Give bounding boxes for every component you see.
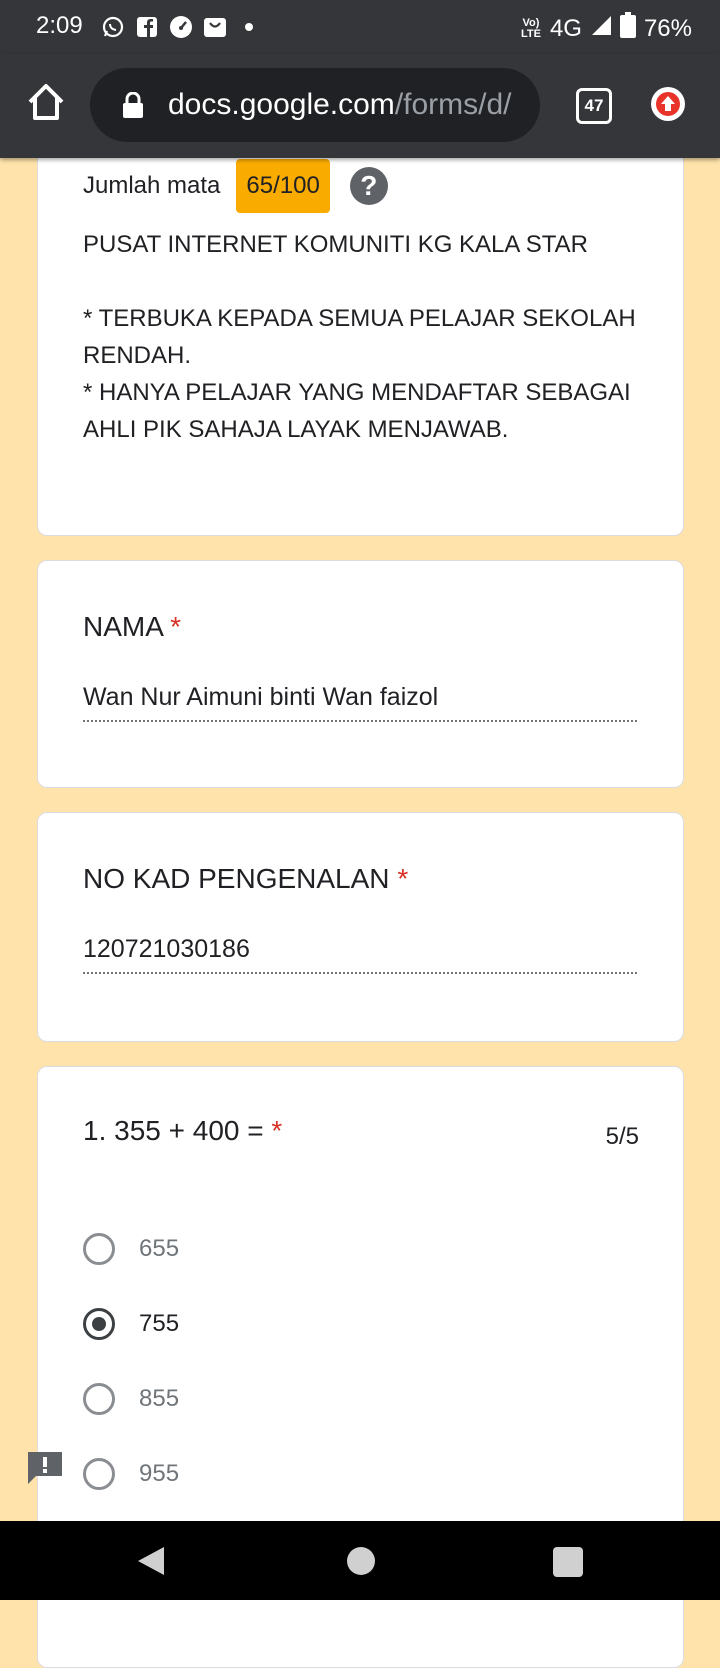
lock-icon (122, 92, 144, 118)
radio-button-checked[interactable] (83, 1308, 115, 1340)
option-item[interactable] (83, 1454, 179, 1494)
question-title: NAMA * (83, 611, 182, 642)
network-type: 4G (549, 14, 582, 42)
required-asterisk: * (271, 1115, 283, 1146)
update-arrow-icon (650, 86, 686, 122)
question-card-ic (37, 812, 684, 1042)
radio-button[interactable] (83, 1233, 115, 1265)
question-points: 5/5 (605, 1123, 639, 1150)
browser-toolbar (0, 54, 720, 158)
option-item[interactable] (83, 1229, 179, 1269)
answer-nama: Wan Nur Aimuni binti Wan faizol (83, 683, 637, 722)
option-label: 755 (139, 1310, 180, 1337)
speedometer-icon (168, 14, 194, 40)
form-description (83, 226, 643, 448)
status-bar (0, 0, 720, 54)
tab-count: 47 (584, 96, 604, 115)
url-text[interactable] (168, 88, 528, 122)
shopping-bag-icon (202, 14, 228, 40)
back-icon[interactable] (136, 1545, 166, 1577)
battery-icon (620, 12, 636, 45)
score-label: Jumlah mata (83, 172, 221, 199)
status-time: 2:09 (36, 12, 83, 39)
score-row (83, 159, 388, 213)
radio-button[interactable] (83, 1458, 115, 1490)
score-badge: 65/100 (236, 159, 329, 213)
question-title: 1. 355 + 400 = * (83, 1115, 283, 1146)
android-nav-bar (0, 1521, 720, 1600)
option-item-selected[interactable] (83, 1304, 179, 1344)
facebook-icon (134, 14, 160, 40)
feedback-icon (26, 1450, 64, 1486)
home-button[interactable] (24, 80, 68, 124)
whatsapp-icon (100, 14, 126, 40)
volte-icon: Vo) LTE (520, 16, 541, 40)
report-feedback-button[interactable] (26, 1450, 64, 1486)
help-icon[interactable]: ? (350, 167, 388, 205)
status-right (520, 12, 692, 45)
option-label: 855 (139, 1385, 180, 1412)
url-path: /forms/d/ (394, 88, 512, 121)
question-title: NO KAD PENGENALAN * (83, 863, 409, 894)
question-card-nama (37, 560, 684, 788)
home-icon (24, 80, 68, 124)
form-header-card (37, 100, 684, 536)
option-label: 655 (139, 1235, 180, 1262)
battery-percent: 76% (643, 14, 692, 42)
recent-apps-icon[interactable] (553, 1547, 583, 1577)
url-host: docs.google.com (168, 88, 395, 121)
description-line: * TERBUKA KEPADA SEMUA PELAJAR SEKOLAH RENDAH. (83, 305, 636, 369)
radio-button[interactable] (83, 1383, 115, 1415)
tab-switcher-button[interactable] (576, 88, 612, 124)
required-asterisk: * (397, 863, 409, 894)
url-bar[interactable] (90, 68, 540, 142)
description-line: * HANYA PELAJAR YANG MENDAFTAR SEBAGAI AHLI PIK SAHAJA LAYAK MENJAWAB. (83, 379, 631, 443)
notification-icons (100, 12, 262, 42)
description-line: PUSAT INTERNET KOMUNITI KG KALA STAR (83, 231, 588, 258)
answer-ic: 120721030186 (83, 935, 637, 974)
update-button[interactable] (650, 86, 686, 122)
option-label: 955 (139, 1460, 180, 1487)
more-notifications-dot (236, 14, 262, 40)
signal-icon (590, 14, 612, 43)
option-item[interactable] (83, 1379, 179, 1419)
required-asterisk: * (170, 611, 182, 642)
home-nav-icon[interactable] (347, 1547, 375, 1575)
